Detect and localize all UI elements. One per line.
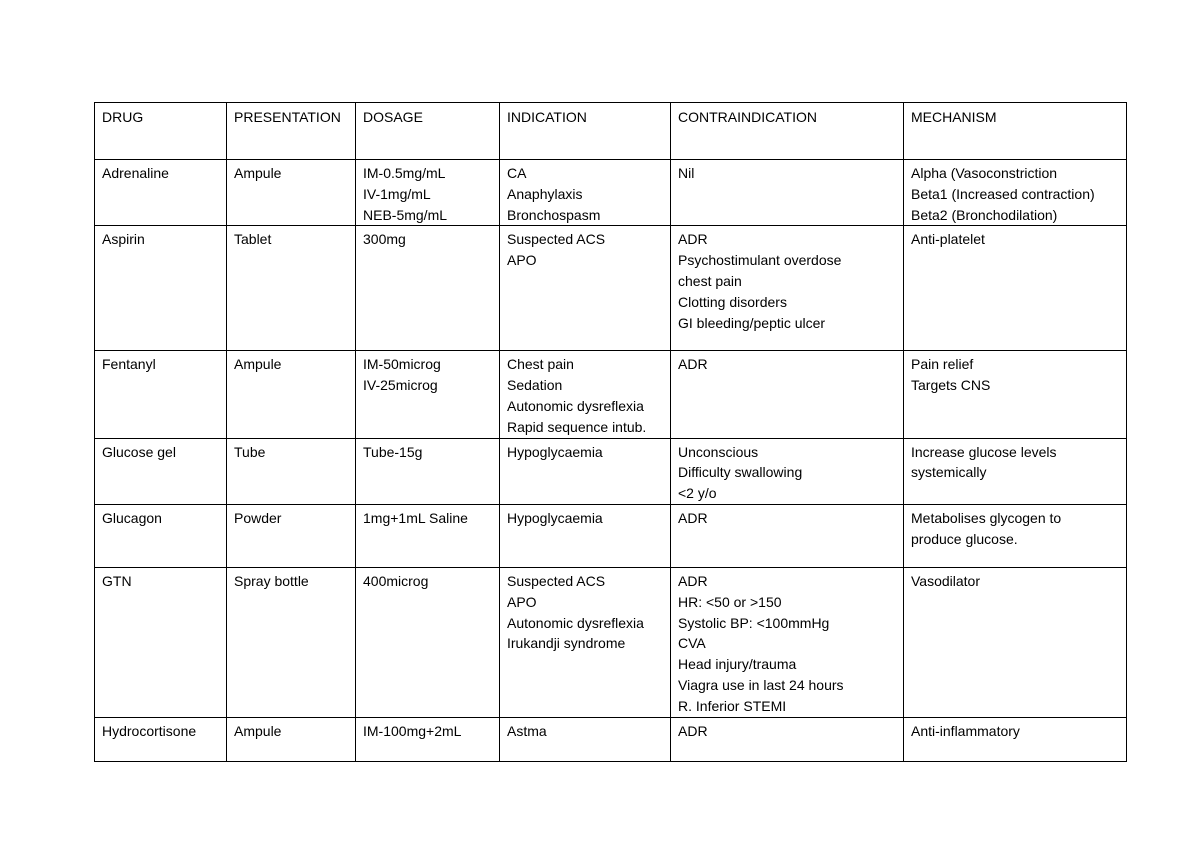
mechanism-line: Alpha (Vasoconstriction	[911, 165, 1058, 181]
presentation-cell	[227, 351, 356, 438]
contraindication-line: CVA	[678, 635, 706, 652]
dosage-cell	[356, 226, 500, 351]
indication-line: Autonomic dysreflexia	[507, 397, 644, 414]
dosage-line: 300mg	[363, 231, 406, 248]
indication-line: Irukandji syndrome	[507, 635, 626, 652]
contraindication-line: ADR	[678, 356, 708, 373]
contraindication-line: Systolic BP: <100mmHg	[678, 614, 830, 631]
contraindication-line: Unconscious	[678, 443, 759, 460]
contraindication-cell	[671, 438, 904, 504]
indication-line: APO	[507, 252, 537, 269]
presentation-text: Tube	[234, 443, 266, 460]
drug-cell	[95, 504, 227, 567]
indication-cell	[500, 717, 671, 761]
contraindication-line: Viagra use in last 24 hours	[678, 676, 844, 693]
drug-text: Glucose gel	[102, 443, 176, 460]
contraindication-cell	[671, 567, 904, 717]
dosage-line: IV-1mg/mL	[363, 185, 431, 202]
contraindication-cell	[671, 504, 904, 567]
dosage-cell	[356, 567, 500, 717]
presentation-text: Ampule	[234, 356, 282, 373]
presentation-text: Ampule	[234, 165, 282, 181]
presentation-text: Powder	[234, 509, 282, 526]
presentation-cell	[227, 504, 356, 567]
mechanism-line: Increase glucose levels	[911, 443, 1057, 460]
contraindication-line: Head injury/trauma	[678, 656, 797, 673]
indication-line: Hypoglycaemia	[507, 509, 603, 526]
contraindication-cell	[671, 160, 904, 226]
drug-cell	[95, 438, 227, 504]
drug-cell	[95, 351, 227, 438]
drug-text: Adrenaline	[102, 165, 169, 181]
contraindication-line: ADR	[678, 722, 708, 739]
indication-cell	[500, 438, 671, 504]
contraindication-line: ADR	[678, 231, 708, 248]
indication-line: Astma	[507, 722, 547, 739]
table-row	[95, 160, 1127, 226]
contraindication-cell	[671, 351, 904, 438]
indication-cell	[500, 160, 671, 226]
table-row	[95, 351, 1127, 438]
dosage-line: IM-0.5mg/mL	[363, 165, 446, 181]
drug-text: Hydrocortisone	[102, 722, 197, 739]
drug-text: Aspirin	[102, 231, 145, 248]
indication-cell	[500, 351, 671, 438]
table-row	[95, 717, 1127, 761]
contraindication-line: chest pain	[678, 272, 742, 289]
presentation-text: Spray bottle	[234, 572, 309, 589]
header-contraindication: CONTRAINDICATION	[671, 103, 904, 160]
presentation-cell	[227, 567, 356, 717]
drug-text: GTN	[102, 572, 132, 589]
presentation-cell	[227, 717, 356, 761]
mechanism-line: Metabolises glycogen to	[911, 509, 1062, 526]
mechanism-line: Vasodilator	[911, 572, 981, 589]
indication-line: CA	[507, 165, 527, 181]
drug-text: Fentanyl	[102, 356, 156, 373]
presentation-cell	[227, 438, 356, 504]
presentation-cell	[227, 226, 356, 351]
mechanism-line: Beta1 (Increased contraction)	[911, 185, 1095, 202]
indication-line: Anaphylaxis	[507, 185, 583, 202]
dosage-line: 1mg+1mL Saline	[363, 509, 468, 526]
indication-cell	[500, 226, 671, 351]
table-row	[95, 438, 1127, 504]
header-drug: DRUG	[95, 103, 227, 160]
mechanism-cell	[904, 351, 1127, 438]
mechanism-line: Anti-platelet	[911, 231, 985, 248]
contraindication-line: Difficulty swallowing	[678, 464, 803, 481]
drug-cell	[95, 567, 227, 717]
indication-line: Bronchospasm	[507, 206, 601, 223]
indication-line: Rapid sequence intub.	[507, 418, 647, 435]
mechanism-cell	[904, 438, 1127, 504]
mechanism-line: produce glucose.	[911, 530, 1018, 547]
contraindication-line: Psychostimulant overdose	[678, 252, 842, 269]
dosage-cell	[356, 438, 500, 504]
mechanism-cell	[904, 504, 1127, 567]
mechanism-line: systemically	[911, 464, 987, 481]
indication-line: Autonomic dysreflexia	[507, 614, 644, 631]
indication-line: Hypoglycaemia	[507, 443, 603, 460]
dosage-cell	[356, 504, 500, 567]
indication-line: Sedation	[507, 377, 563, 394]
contraindication-cell	[671, 717, 904, 761]
table-row	[95, 567, 1127, 717]
indication-cell	[500, 504, 671, 567]
header-mechanism: MECHANISM	[904, 103, 1127, 160]
contraindication-line: GI bleeding/peptic ulcer	[678, 314, 826, 331]
mechanism-line: Targets CNS	[911, 377, 991, 394]
contraindication-line: Clotting disorders	[678, 293, 787, 310]
mechanism-line: Anti-inflammatory	[911, 722, 1020, 739]
dosage-line: IM-100mg+2mL	[363, 722, 462, 739]
drug-reference-table	[94, 102, 1127, 762]
drug-text: Glucagon	[102, 509, 162, 526]
mechanism-line: Pain relief	[911, 356, 974, 373]
mechanism-cell	[904, 160, 1127, 226]
indication-line: Suspected ACS	[507, 231, 606, 248]
mechanism-line: Beta2 (Bronchodilation)	[911, 206, 1058, 223]
dosage-line: 400microg	[363, 572, 429, 589]
header-dosage: DOSAGE	[356, 103, 500, 160]
mechanism-cell	[904, 567, 1127, 717]
contraindication-line: R. Inferior STEMI	[678, 697, 787, 714]
drug-cell	[95, 160, 227, 226]
drug-cell	[95, 226, 227, 351]
contraindication-line: ADR	[678, 509, 708, 526]
presentation-cell	[227, 160, 356, 226]
indication-line: APO	[507, 593, 537, 610]
contraindication-line: Nil	[678, 165, 695, 181]
indication-line: Suspected ACS	[507, 572, 606, 589]
dosage-line: NEB-5mg/mL	[363, 206, 448, 223]
drug-cell	[95, 717, 227, 761]
contraindication-line: <2 y/o	[678, 485, 717, 502]
table-header-row	[95, 103, 1127, 160]
indication-line: Chest pain	[507, 356, 574, 373]
table-body	[95, 160, 1127, 762]
contraindication-cell	[671, 226, 904, 351]
dosage-line: IM-50microg	[363, 356, 441, 373]
header-indication: INDICATION	[500, 103, 671, 160]
dosage-line: Tube-15g	[363, 443, 423, 460]
contraindication-line: ADR	[678, 572, 708, 589]
mechanism-cell	[904, 717, 1127, 761]
presentation-text: Tablet	[234, 231, 272, 248]
indication-cell	[500, 567, 671, 717]
table-row	[95, 504, 1127, 567]
table-row	[95, 226, 1127, 351]
dosage-cell	[356, 351, 500, 438]
header-presentation: PRESENTATION	[227, 103, 356, 160]
dosage-line: IV-25microg	[363, 377, 438, 394]
contraindication-line: HR: <50 or >150	[678, 593, 782, 610]
mechanism-cell	[904, 226, 1127, 351]
presentation-text: Ampule	[234, 722, 282, 739]
dosage-cell	[356, 717, 500, 761]
dosage-cell	[356, 160, 500, 226]
